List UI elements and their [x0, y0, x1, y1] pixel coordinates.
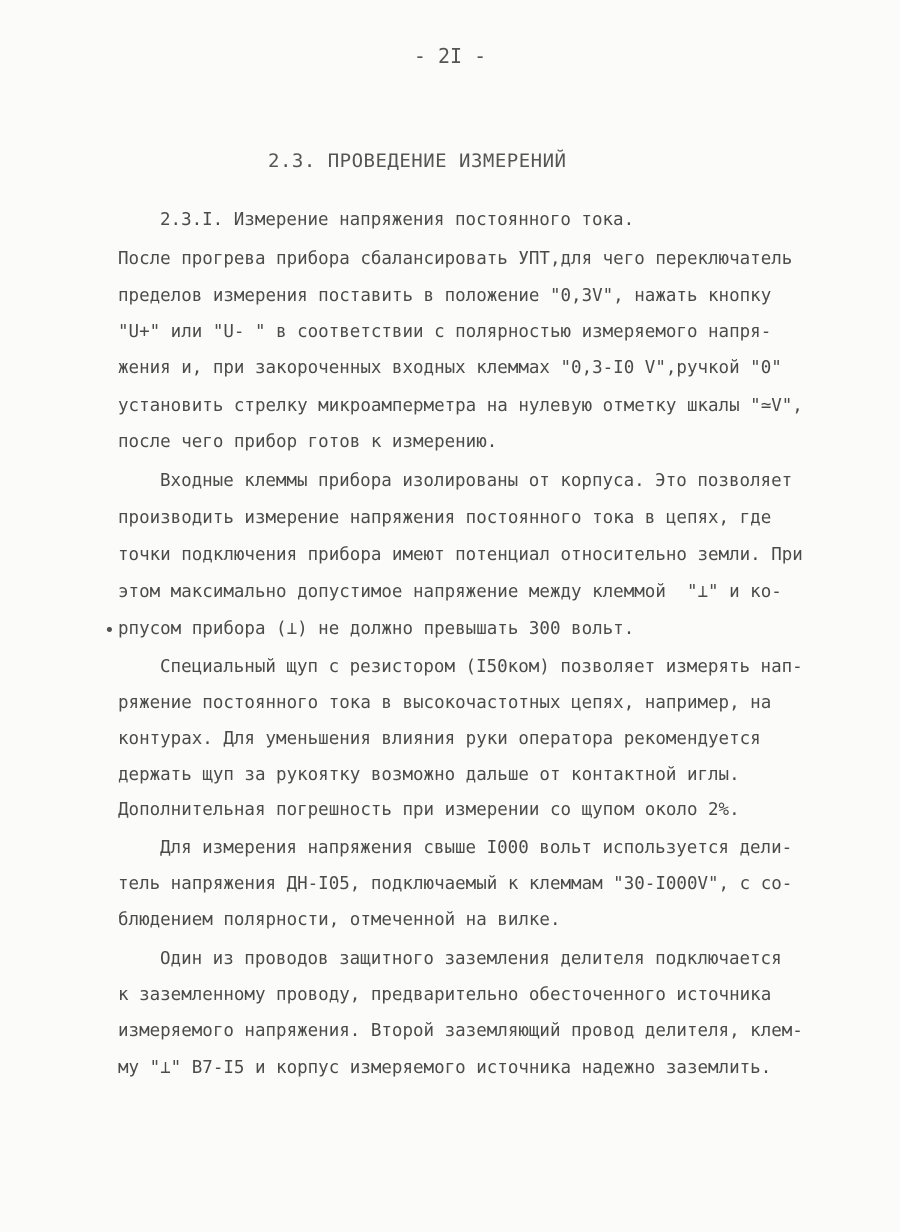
paragraph-line: к заземленному проводу, предварительно обесточенного источника [118, 985, 772, 1005]
paragraph-line: Дополнительная погрешность при измерении со щупом около 2%. [118, 800, 740, 820]
paragraph-line: установить стрелку микроамперметра на нулевую отметку шкалы "≃V", [118, 396, 803, 416]
paragraph-line: держать щуп за рукоятку возможно дальше от контактной иглы. [118, 765, 740, 785]
paragraph-line: измеряемого напряжения. Второй заземляющий провод делителя, клем- [118, 1021, 803, 1041]
paragraph-line: "U+" или "U- " в соответствии с полярностью измеряемого напря- [118, 322, 772, 342]
paragraph-line: рпусом прибора (⊥) не должно превышать 300 вольт. [118, 619, 635, 639]
margin-mark: • [104, 620, 115, 641]
paragraph-line: ряжение постоянного тока в высокочастотных цепях, например, на [118, 693, 772, 713]
paragraph-line: тель напряжения ДН-I05, подключаемый к клеммам "30-I000V", с со- [118, 874, 793, 894]
paragraph-line: Для измерения напряжения свыше I000 вольт используется дели- [160, 838, 793, 858]
paragraph-line: жения и, при закороченных входных клеммах "0,3-I0 V",ручкой "0" [118, 358, 782, 378]
page-number: - 2I - [413, 44, 487, 68]
paragraph-line: производить измерение напряжения постоянного тока в цепях, где [118, 508, 772, 528]
paragraph-line: точки подключения прибора имеют потенциал относительно земли. При [118, 545, 803, 565]
paragraph-line: Входные клеммы прибора изолированы от корпуса. Это позволяет [160, 471, 793, 491]
section-heading: 2.3. ПРОВЕДЕНИЕ ИЗМЕРЕНИЙ [268, 150, 567, 172]
paragraph-line: этом максимально допустимое напряжение между клеммой "⊥" и ко- [118, 582, 782, 602]
paragraph-line: блюдением полярности, отмеченной на вилке. [118, 910, 561, 930]
paragraph-line: контурах. Для уменьшения влияния руки оператора рекомендуется [118, 729, 761, 749]
subsection-title: 2.3.I. Измерение напряжения постоянного тока. [160, 210, 635, 230]
paragraph-line: Специальный щуп с резистором (I50ком) позволяет измерять нап- [160, 657, 803, 677]
paragraph-line: после чего прибор готов к измерению. [118, 432, 498, 452]
paragraph-line: пределов измерения поставить в положение "0,3V", нажать кнопку [118, 286, 772, 306]
paragraph-line: Один из проводов защитного заземления делителя подключается [160, 949, 782, 969]
paragraph-line: му "⊥" В7-I5 и корпус измеряемого источника надежно заземлить. [118, 1058, 772, 1078]
paragraph-line: После прогрева прибора сбалансировать УПТ,для чего переключатель [118, 249, 793, 269]
